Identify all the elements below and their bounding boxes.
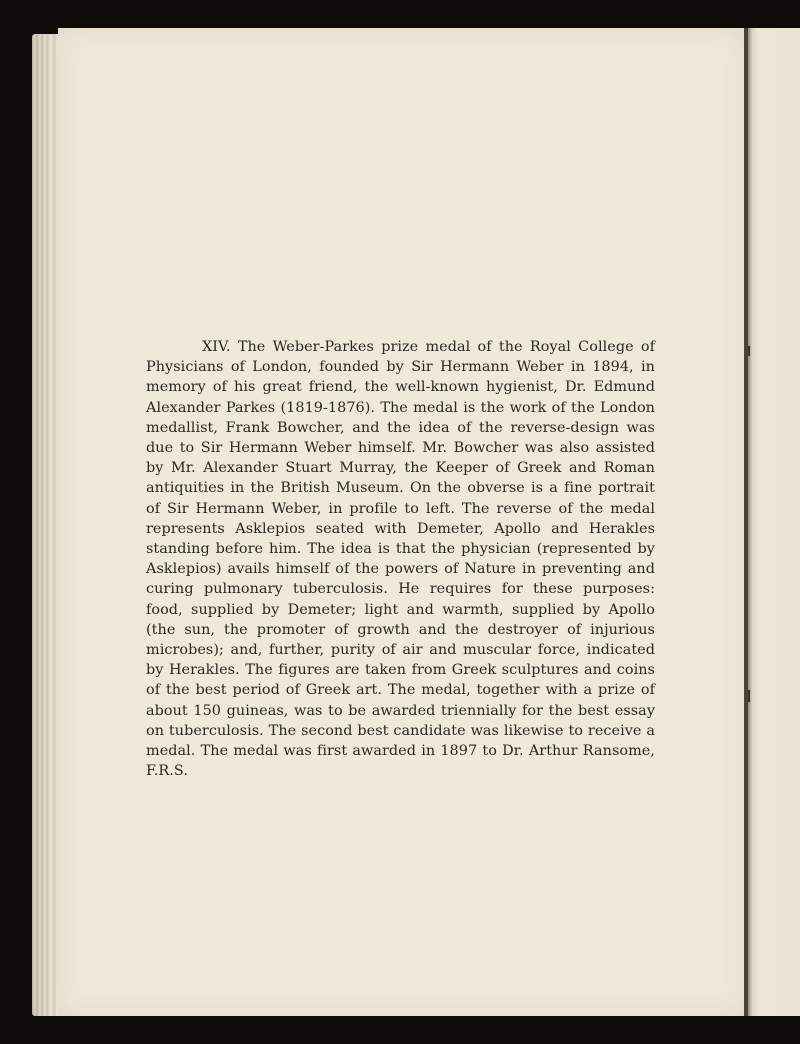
adjacent-page (748, 28, 800, 1016)
margin-mark (748, 690, 750, 702)
margin-mark (748, 346, 750, 356)
medal-description-paragraph: XIV. The Weber-Parkes prize medal of the Royal College of Physicians of London, founded by Sir Hermann Weber in 1894, in memory of his great friend, the well-known hygienist, Dr. Edmund Alexander Parkes (1819-1876). The medal is the work of the London medallist, Frank Bowcher, and the idea of the reverse-design was due to Sir Hermann Weber himself. Mr. Bowcher was also assisted by Mr. Alexander Stuart Murray, the Keeper of Greek and Roman antiquities in the British Museum. On the obverse is a fine portrait of Sir Hermann Weber, in profile to left. The reverse of the medal represents Asklepios seated with Demeter, Apollo and Herakles standing before him. The idea is that the physician (represented by Asklepios) avails himself of the powers of Nature in preventing and curing pulmonary tuberculosis. He requires for these purposes: food, supplied by Demeter; light and warmth, supplied by Apollo (the sun, the promoter of growth and the destroyer of injurious microbes); and, further, purity of air and muscular force, indicated by Herakles. The figures are taken from Greek sculptures and coins of the best period of Greek art. The medal, together with a prize of about 150 guineas, was to be awarded triennially for the best essay on tuberculosis. The second best candidate was likewise to receive a medal. The medal was first awarded in 1897 to Dr. Arthur Ransome, F.R.S. (146, 339, 655, 780)
